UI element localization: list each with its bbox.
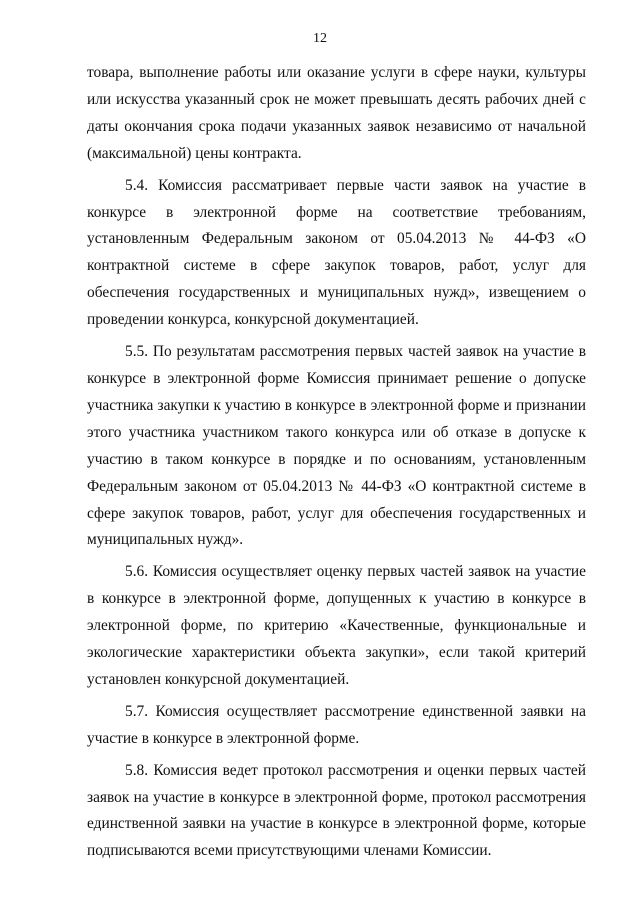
paragraph-5-5: 5.5. По результатам рассмотрения первых частей заявок на участие в конкурсе в электронной форме Комиссия принимает решение о допуске участника закупки к участию в конкурсе в электронной форме и признании этого участника участником такого конкурса или об отказе в допуске к участию в таком конкурсе в порядке и по основаниям, установленным Федеральным законом от 05.04.2013 № 44-ФЗ «О контрактной системе в сфере закупок товаров, работ, услуг для обеспечения государственных и муниципальных нужд». (87, 343, 586, 549)
document-body (87, 60, 586, 865)
paragraph-continuation: товара, выполнение работы или оказание услуги в сфере науки, культуры или искусства указанный срок не может превышать десять рабочих дней с даты окончания срока подачи указанных заявок независимо от начальной (максимальной) цены контракта. (87, 64, 586, 162)
paragraph-5-7: 5.7. Комиссия осуществляет рассмотрение единственной заявки на участие в конкурсе в электронной форме. (87, 702, 586, 747)
paragraph-5-4: 5.4. Комиссия рассматривает первые части заявок на участие в конкурсе в электронной форме на соответствие требованиям, установленным Федеральным законом от 05.04.2013 № 44-ФЗ «О контрактной системе в сфере закупок товаров, работ, услуг для обеспечения государственных и муниципальных нужд», извещением о проведении конкурса, конкурсной документацией. (87, 176, 586, 329)
paragraph-5-8: 5.8. Комиссия ведет протокол рассмотрения и оценки первых частей заявок на участие в конкурсе в электронной форме, протокол рассмотрения единственной заявки на участие в конкурсе в электронной форме, которые подписываются всеми присутствующими членами Комиссии. (87, 761, 586, 860)
paragraph-5-6: 5.6. Комиссия осуществляет оценку первых частей заявок на участие в конкурсе в электронной форме, допущенных к участию в конкурсе в электронной форме, по критерию «Качественные, функциональные и экологические характеристики объекта закупки», если такой критерий установлен конкурсной документацией. (87, 563, 586, 688)
page-number: 12 (313, 31, 327, 46)
